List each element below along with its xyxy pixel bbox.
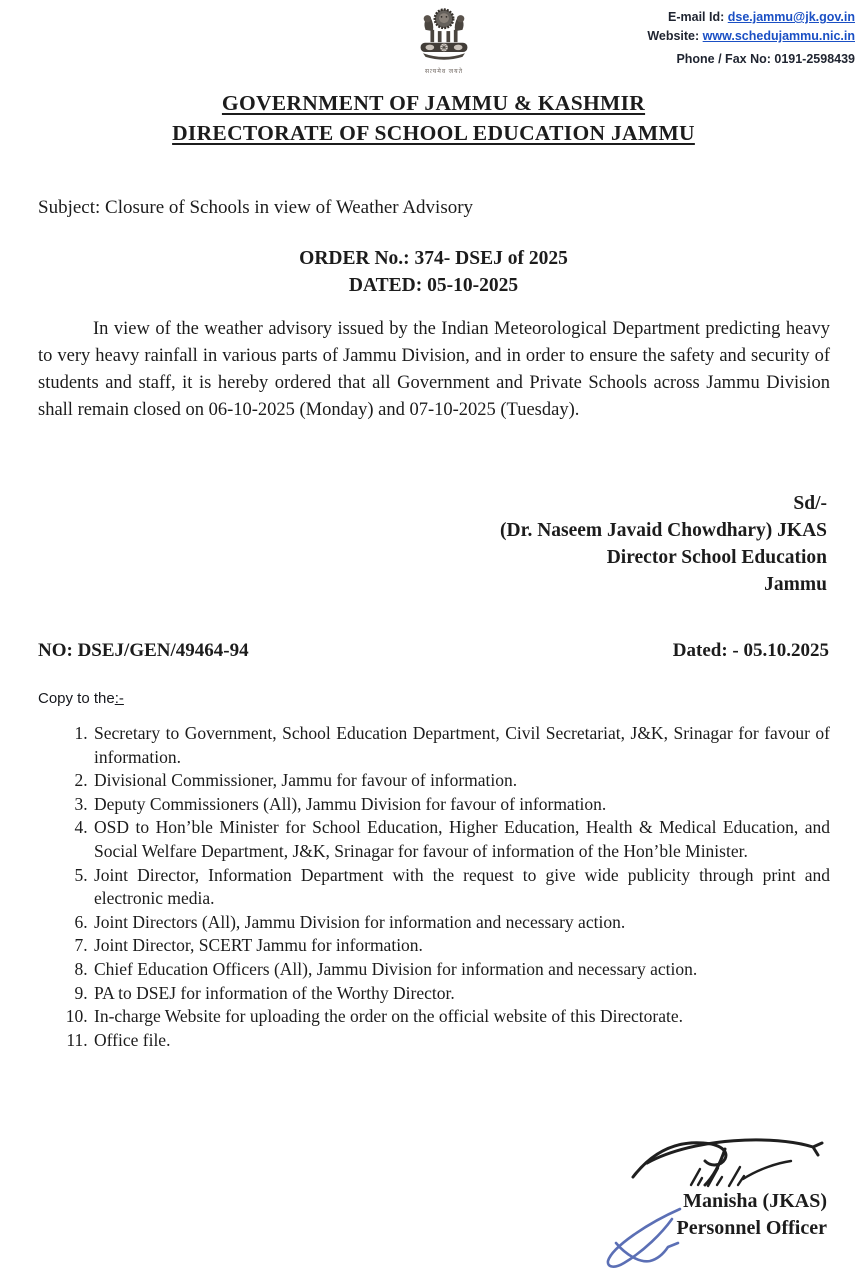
copy-list-item: 1. Secretary to Government, School Education Department, Civil Secretariat, J&K, Srinagar for favour of information. <box>92 722 830 769</box>
copy-list-item: 9. PA to DSEJ for information of the Worthy Director. <box>92 982 830 1006</box>
footer-signatory-designation: Personnel Officer <box>676 1217 827 1239</box>
directorate-title: DIRECTORATE OF SCHOOL EDUCATION JAMMU <box>172 121 695 145</box>
email-link[interactable]: dse.jammu@jk.gov.in <box>727 10 855 24</box>
reference-row <box>38 640 829 662</box>
email-label: E-mail Id: <box>668 10 728 24</box>
copy-list-item: 10. In-charge Website for uploading the order on the official website of this Directorate. <box>92 1005 830 1029</box>
letterhead <box>0 88 867 148</box>
signatory-name: (Dr. Naseem Javaid Chowdhary) JKAS <box>500 520 827 541</box>
copy-list-item: 6. Joint Directors (All), Jammu Division for information and necessary action. <box>92 911 830 935</box>
phone-line: Phone / Fax No: 0191-2598439 <box>676 52 855 66</box>
copy-list-items <box>38 722 830 1052</box>
email-line <box>647 8 855 27</box>
footer-signatory-name: Manisha (JKAS) <box>683 1190 827 1212</box>
contact-block <box>647 8 855 69</box>
website-link[interactable]: www.schedujammu.nic.in <box>702 29 855 43</box>
order-date: DATED: 05-10-2025 <box>348 275 519 296</box>
website-label: Website: <box>647 29 703 43</box>
copy-list-item: 7. Joint Director, SCERT Jammu for information. <box>92 934 830 958</box>
copy-list-item: 3. Deputy Commissioners (All), Jammu Division for favour of information. <box>92 793 830 817</box>
sd-line: Sd/- <box>793 493 827 514</box>
website-line <box>647 27 855 46</box>
signatory-place: Jammu <box>764 574 827 595</box>
copy-list-item: 11. Office file. <box>92 1029 830 1053</box>
signatory-block <box>500 490 827 598</box>
emblem-icon <box>413 4 475 68</box>
govt-title: GOVERNMENT OF JAMMU & KASHMIR <box>221 91 646 115</box>
subject-line: Subject: Closure of Schools in view of Weather Advisory <box>38 197 474 218</box>
copy-list-item: 4. OSD to Hon’ble Minister for School Education, Higher Education, Health & Medical Education, and Social Welfare Department, J&K, Srinagar for favour of information of the Hon’ble Minister. <box>92 816 830 863</box>
emblem-caption: सत्यमेव जयते <box>424 69 464 75</box>
order-block <box>0 245 867 299</box>
order-number: ORDER No.: 374- DSEJ of 2025 <box>299 248 568 269</box>
copy-to-suffix: :- <box>114 690 124 707</box>
signatory-designation: Director School Education <box>606 547 827 568</box>
copy-list-item: 5. Joint Director, Information Department with the request to give wide publicity through print and electronic media. <box>92 864 830 911</box>
footer-signature-block <box>677 1188 828 1242</box>
copy-to-label: Copy to the <box>38 690 115 707</box>
copy-list-item: 8. Chief Education Officers (All), Jammu Division for information and necessary action. <box>92 958 830 982</box>
order-body-paragraph: In view of the weather advisory issued by the Indian Meteorological Department predicting heavy to very heavy rainfall in various parts of Jammu Division, and in order to ensure the safety and security of students and staff, it is hereby ordered that all Government and Private Schools across Jammu Division shall remain closed on 06-10-2025 (Monday) and 07-10-2025 (Tuesday). <box>38 319 830 420</box>
copy-list <box>38 722 830 1052</box>
reference-date: Dated: - 05.10.2025 <box>672 640 829 661</box>
reference-number: NO: DSEJ/GEN/49464-94 <box>38 640 249 661</box>
copy-list-item: 2. Divisional Commissioner, Jammu for favour of information. <box>92 769 830 793</box>
copy-to-heading <box>38 690 124 707</box>
national-emblem <box>412 4 476 76</box>
